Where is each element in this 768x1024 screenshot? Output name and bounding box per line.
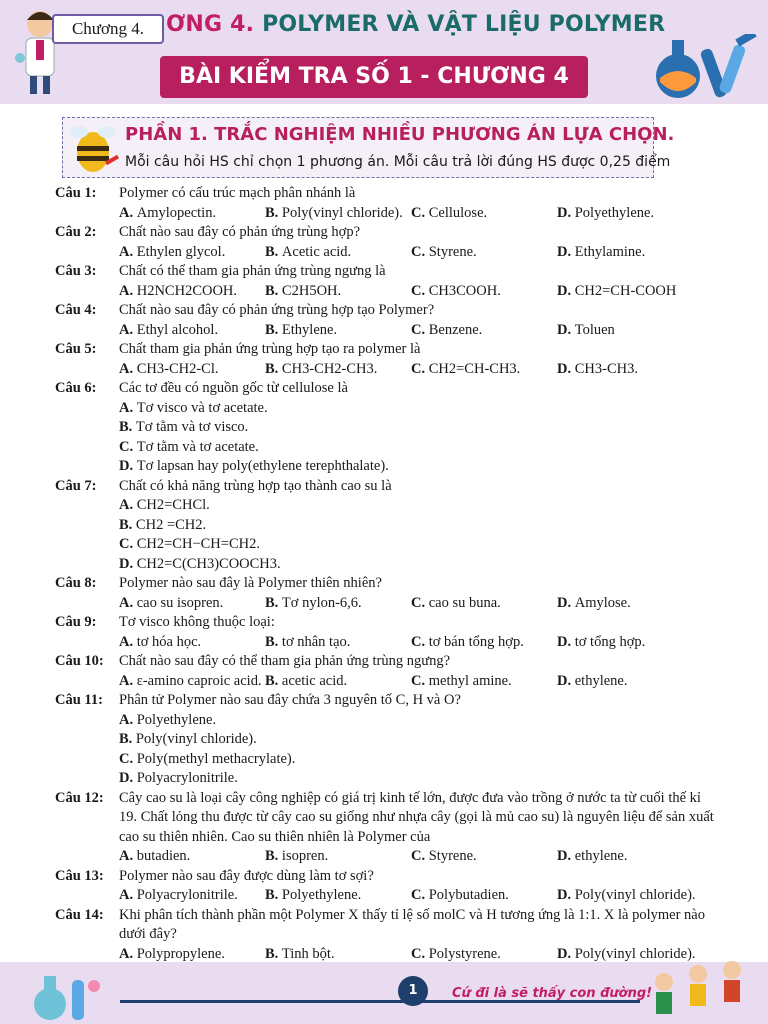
kids-illustration — [644, 960, 756, 1022]
option-c: C. Cellulose. — [411, 204, 488, 221]
option-c: C. Polybutadien. — [411, 887, 509, 903]
option-b: B. isopren. — [265, 848, 329, 864]
question-8 — [55, 574, 717, 594]
option-a: A. Ethylen glycol. — [119, 243, 226, 260]
question-number: Câu 12: — [55, 789, 104, 806]
option-b: B. CH2 =CH2. — [119, 516, 207, 533]
option-a: A. Tơ visco và tơ acetate. — [119, 399, 268, 416]
section-title: PHẦN 1. TRẮC NGHIỆM NHIỀU PHƯƠNG ÁN LỰA CHỌN. — [125, 124, 675, 145]
question-list — [55, 184, 717, 1023]
question-1 — [55, 184, 717, 204]
question-5 — [55, 340, 717, 360]
option-b: B. C2H5OH. — [265, 282, 342, 299]
question-number: Câu 3: — [55, 263, 97, 279]
options-4 — [119, 321, 717, 341]
page-title — [166, 12, 665, 37]
option-d: D. CH2=C(CH3)COOCH3. — [119, 555, 281, 572]
option-d: D. Ethylamine. — [557, 243, 646, 260]
option-b: B. Ethylene. — [265, 321, 338, 338]
question-3 — [55, 262, 717, 282]
option-a: A. CH3-CH2-Cl. — [119, 360, 219, 377]
option-b: B. Polyethylene. — [265, 887, 362, 903]
option-d: D. CH2=CH-COOH — [557, 282, 677, 299]
option-a: A. Polyethylene. — [119, 711, 217, 728]
option-a: A. Polyacrylonitrile. — [119, 887, 238, 903]
page-number: 1 — [398, 976, 428, 1006]
option-b: B. tơ nhân tạo. — [265, 633, 351, 650]
section-instructions: Mỗi câu hỏi HS chỉ chọn 1 phương án. Mỗi câu trả lời đúng HS được 0,25 điểm — [125, 154, 671, 170]
option-c: C. methyl amine. — [411, 672, 512, 689]
option-d: D. Poly(vinyl chloride). — [557, 887, 696, 903]
options-12 — [119, 847, 717, 867]
question-number: Câu 7: — [55, 477, 97, 494]
question-stem: Chất nào sau đây có phản ứng trùng hợp tạo Polymer? — [119, 302, 435, 318]
option-a: A. ε-amino caproic acid. — [119, 672, 262, 689]
options-10 — [119, 672, 717, 692]
options-9 — [119, 633, 717, 653]
option-c: C. cao su buna. — [411, 594, 501, 611]
question-stem: Tơ visco không thuộc loại: — [119, 614, 275, 630]
question-number: Câu 2: — [55, 224, 97, 240]
option-a: A. tơ hóa học. — [119, 633, 202, 650]
question-10 — [55, 652, 717, 672]
question-6 — [55, 379, 717, 399]
question-12 — [55, 789, 717, 848]
question-4 — [55, 301, 717, 321]
question-number: Câu 4: — [55, 302, 97, 318]
question-11 — [55, 691, 717, 711]
option-b: B. acetic acid. — [265, 672, 348, 689]
question-stem: Chất nào sau đây có phản ứng trùng hợp? — [119, 224, 361, 240]
options-6 — [119, 399, 717, 477]
question-stem: Cây cao su là loại cây công nghiệp có giá trị kinh tế lớn, được đưa vào trồng ở nước ta từ cuối thế kỉ 19. Chất lỏng thu được từ cây cao su giống như nhựa cây (gọi là mủ cao su) là nguyên liệu để sản xuất cao su thiên nhiên. Cao su thiên nhiên là Polymer của — [119, 789, 714, 845]
options-11 — [119, 711, 717, 789]
chapter-tag: Chương 4. — [52, 14, 164, 44]
bee-icon — [65, 120, 121, 176]
question-stem: Chất nào sau đây có thể tham gia phản ứng trùng ngưng? — [119, 653, 451, 669]
option-d: D. Amylose. — [557, 594, 631, 611]
question-number: Câu 14: — [55, 906, 104, 923]
question-number: Câu 10: — [55, 653, 104, 669]
option-a: A. butadien. — [119, 848, 191, 864]
option-c: C. tơ bán tổng hợp. — [411, 633, 524, 650]
option-c: C. Styrene. — [411, 848, 477, 864]
option-d: D. Polyethylene. — [557, 204, 655, 221]
option-d: D. tơ tổng hợp. — [557, 633, 646, 650]
footer-motto: Cứ đi là sẽ thấy con đường! — [452, 986, 653, 1001]
question-stem: Phân tử Polymer nào sau đây chứa 3 nguyên tố C, H và O? — [119, 692, 461, 708]
question-7 — [55, 477, 717, 497]
section-box — [62, 117, 675, 178]
question-number: Câu 13: — [55, 867, 104, 884]
option-d: D. ethylene. — [557, 848, 628, 864]
question-14 — [55, 906, 717, 945]
lab-equipment-illustration — [28, 966, 108, 1022]
option-c: C. Tơ tằm và tơ acetate. — [119, 438, 259, 455]
test-banner: BÀI KIỂM TRA SỐ 1 - CHƯƠNG 4 — [160, 56, 588, 98]
question-stem: Các tơ đều có nguồn gốc từ cellulose là — [119, 380, 348, 396]
option-b: B. Poly(vinyl chloride). — [265, 204, 403, 221]
option-c: C. Benzene. — [411, 321, 483, 338]
question-stem: Polymer có cấu trúc mạch phân nhánh là — [119, 185, 356, 201]
option-b: B. Acetic acid. — [265, 243, 352, 260]
question-number: Câu 11: — [55, 692, 103, 708]
option-a: A. Ethyl alcohol. — [119, 321, 219, 338]
options-7 — [119, 496, 717, 574]
question-9 — [55, 613, 717, 633]
options-2 — [119, 243, 717, 263]
question-number: Câu 9: — [55, 614, 97, 630]
question-2 — [55, 223, 717, 243]
question-stem: Chất có thể tham gia phản ứng trùng ngưng là — [119, 263, 386, 279]
question-stem: Chất tham gia phản ứng trùng hợp tạo ra polymer là — [119, 341, 421, 357]
question-stem: Chất có khả năng trùng hợp tạo thành cao su là — [119, 477, 392, 494]
option-b: B. CH3-CH2-CH3. — [265, 360, 378, 377]
option-c: C. Styrene. — [411, 243, 477, 260]
question-stem: Polymer nào sau đây là Polymer thiên nhiên? — [119, 575, 382, 591]
options-13 — [119, 886, 717, 906]
title-text: POLYMER VÀ VẬT LIỆU POLYMER — [262, 12, 666, 37]
option-c: C. CH2=CH−CH=CH2. — [119, 536, 260, 552]
options-5 — [119, 360, 717, 380]
option-b: B. Tơ tằm và tơ visco. — [119, 419, 249, 435]
question-stem: Polymer nào sau đây được dùng làm tơ sợi? — [119, 867, 374, 884]
options-1 — [119, 204, 717, 224]
option-d: D. Polyacrylonitrile. — [119, 770, 238, 786]
options-8 — [119, 594, 717, 614]
option-a: A. CH2=CHCl. — [119, 497, 210, 513]
lab-flask-illustration — [650, 34, 760, 100]
option-c: C. Poly(methyl methacrylate). — [119, 750, 296, 767]
option-c: C. CH2=CH-CH3. — [411, 360, 521, 377]
question-number: Câu 5: — [55, 341, 97, 357]
option-a: A. cao su isopren. — [119, 594, 224, 611]
option-a: A. Amylopectin. — [119, 204, 217, 221]
option-a: A. Polypropylene. — [119, 945, 225, 962]
option-b: B. Poly(vinyl chloride). — [119, 731, 257, 747]
option-c: C. Polystyrene. — [411, 945, 501, 962]
option-d: D. CH3-CH3. — [557, 360, 638, 377]
option-d: D. Tơ lapsan hay poly(ethylene terephthalate). — [119, 458, 389, 474]
options-3 — [119, 282, 717, 302]
title-prefix: ƠNG 4. — [166, 12, 255, 37]
option-b: B. Tơ nylon-6,6. — [265, 594, 362, 611]
option-d: D. Poly(vinyl chloride). — [557, 945, 696, 962]
option-d: D. Toluen — [557, 321, 615, 338]
question-stem: Khi phân tích thành phần một Polymer X thấy tỉ lệ số molC và H tương ứng là 1:1. X là polymer nào dưới đây? — [119, 906, 705, 942]
option-a: A. H2NCH2COOH. — [119, 282, 238, 299]
question-number: Câu 6: — [55, 380, 97, 396]
question-13 — [55, 867, 717, 887]
question-number: Câu 1: — [55, 185, 97, 201]
option-d: D. ethylene. — [557, 672, 628, 689]
option-b: B. Tinh bột. — [265, 945, 335, 962]
question-number: Câu 8: — [55, 575, 97, 591]
option-c: C. CH3COOH. — [411, 282, 501, 299]
